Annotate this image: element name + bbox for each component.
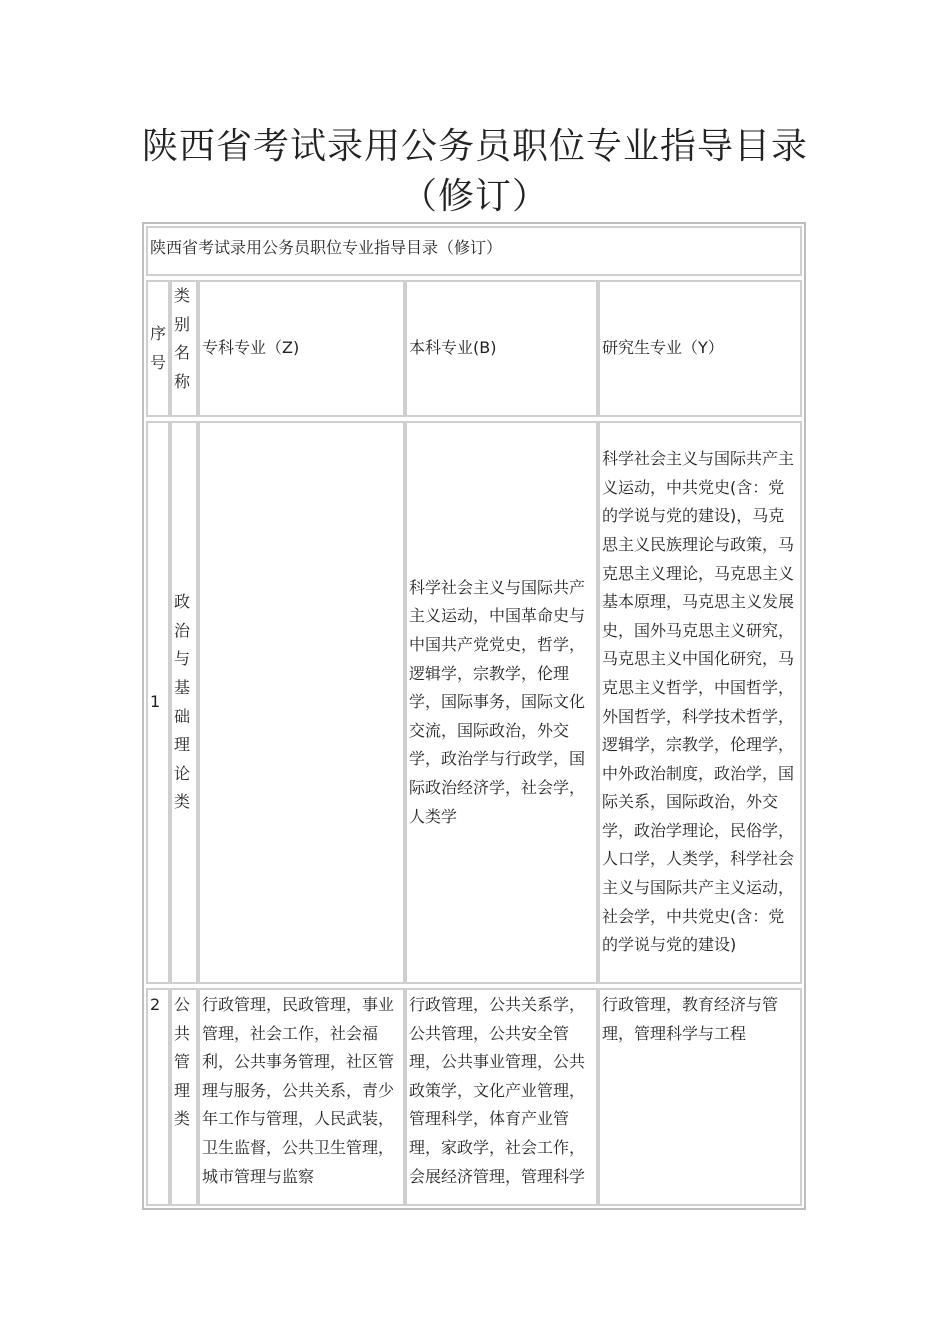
- header-zhuanke: 专科专业（Z): [202, 338, 300, 358]
- header-seq-cell: [146, 280, 170, 417]
- row2-benke: 行政管理，公共关系学，公共管理，公共安全管理，公共事业管理，公共政策学，文化产业管理，管理科学，体育产业管理，家政学，社会工作，会展经济管理，管理科学: [409, 995, 586, 1186]
- row1-seq-cell: [146, 421, 170, 984]
- row1-seq: 1: [150, 692, 161, 712]
- row2-zhuanke: 行政管理，民政管理，事业管理，社会工作，社会福利，公共事务管理，社区管理与服务，公共关系，青少年工作与管理，人民武装，卫生监督，公共卫生管理，城市管理与监察: [202, 995, 395, 1186]
- row1-category-cell: [170, 421, 198, 984]
- row1-category: 政治与基础理论类: [174, 592, 191, 812]
- row2-seq-cell: [146, 988, 170, 1206]
- header-benke-cell: [405, 280, 598, 417]
- row1-benke: 科学社会主义与国际共产主义运动，中国革命史与中国共产党党史，哲学，逻辑学，宗教学，伦理学，国际事务，国际文化交流，国际政治，外交学，政治学与行政学，国际政治经济学，社会学，人类学: [409, 577, 586, 826]
- title-line-2: （修订）: [400, 176, 549, 217]
- header-category: 类别名称: [174, 286, 191, 391]
- row2-yanjiusheng-cell: [598, 988, 802, 1206]
- row1-yanjiusheng-cell: [598, 421, 802, 984]
- header-seq: 序号: [150, 323, 167, 372]
- row2-benke-cell: [405, 988, 598, 1206]
- row1-zhuanke-cell: [198, 421, 405, 984]
- table-caption: 陕西省考试录用公务员职位专业指导目录（修订）: [146, 226, 802, 276]
- header-yanjiusheng-cell: [598, 280, 802, 417]
- row2-zhuanke-cell: [198, 988, 405, 1206]
- header-category-cell: [170, 280, 198, 417]
- header-zhuanke-cell: [198, 280, 405, 417]
- row2-category-cell: [170, 988, 198, 1206]
- row2-category: 公共管理类: [174, 995, 191, 1129]
- header-benke: 本科专业(B): [409, 338, 497, 358]
- row2-yanjiusheng: 行政管理，教育经济与管理，管理科学与工程: [602, 995, 779, 1043]
- header-yanjiusheng: 研究生专业（Y）: [602, 338, 724, 358]
- title-line-1: 陕西省考试录用公务员职位专业指导目录: [141, 126, 808, 167]
- row2-seq: 2: [150, 995, 161, 1014]
- document-title: [0, 122, 950, 222]
- row1-yanjiusheng: 科学社会主义与国际共产主义运动，中共党史(含：党的学说与党的建设)，马克思主义民族理论与政策，马克思主义理论，马克思主义基本原理，马克思主义发展史，国外马克思主义研究，马克思主义中国化研究，马克思主义哲学，中国哲学，外国哲学，科学技术哲学，逻辑学，宗教学，伦理学，中外政治制度，政治学，国际关系，国际政治，外交学，政治学理论，民俗学，人口学，人类学，科学社会主义与国际共产主义运动，社会学，中共党史(含：党的学说与党的建设): [602, 449, 795, 955]
- row1-benke-cell: [405, 421, 598, 984]
